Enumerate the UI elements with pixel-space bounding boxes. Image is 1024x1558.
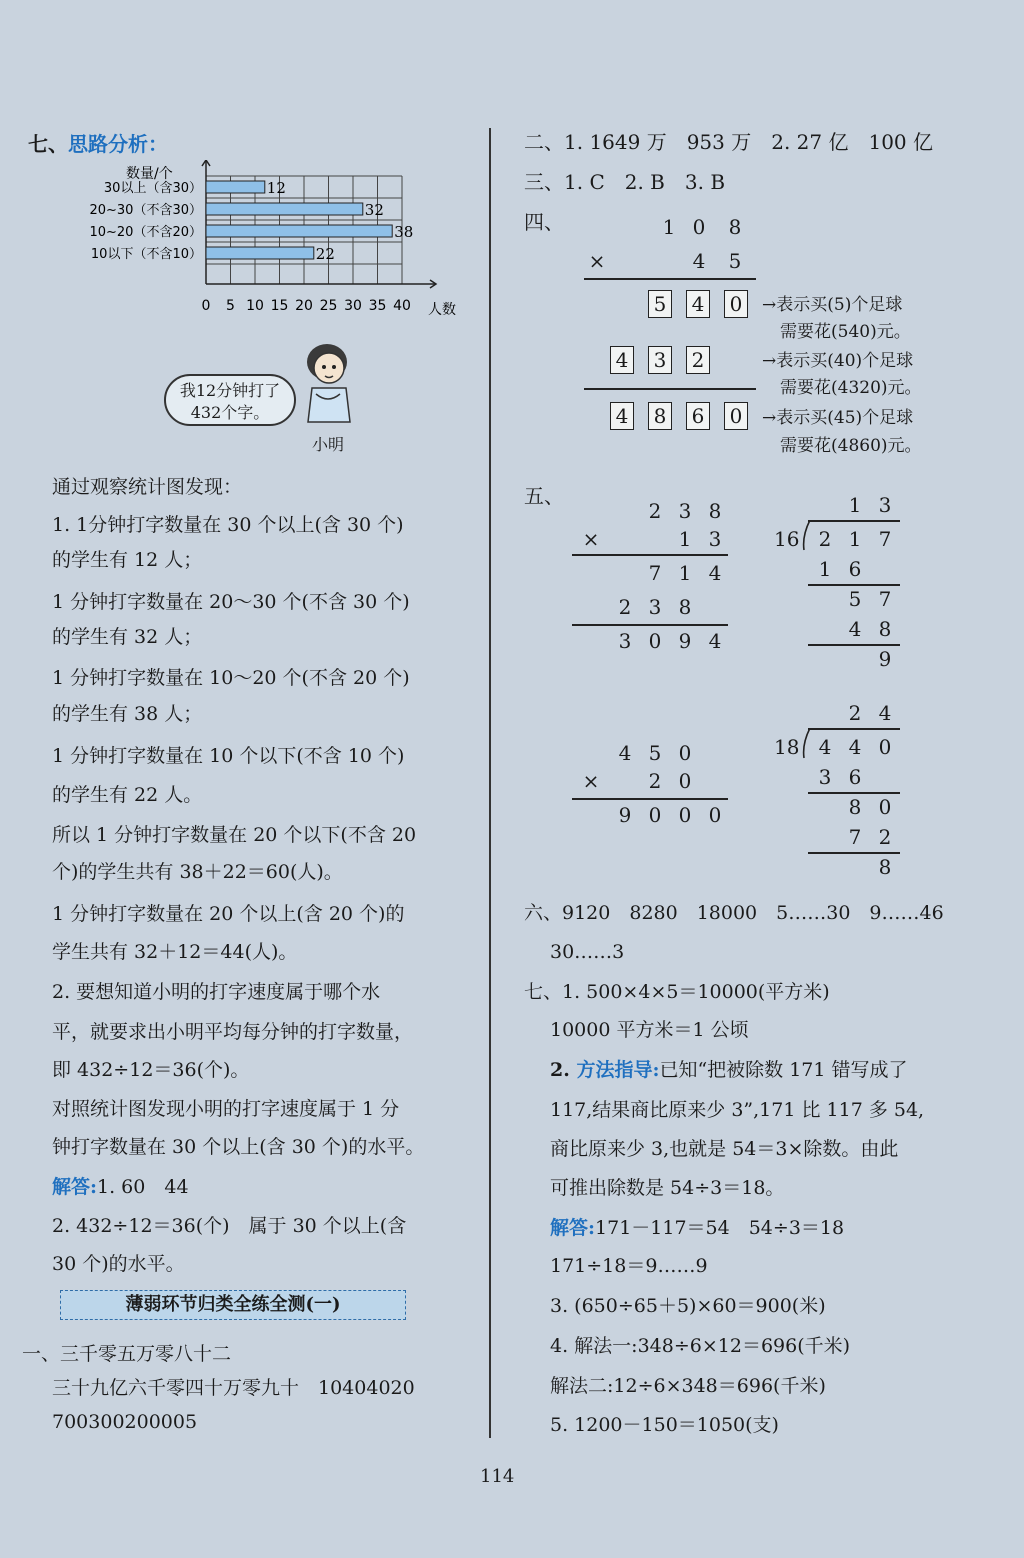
- section-7-4b: 解法二:12÷6×348＝696(千米): [550, 1375, 826, 1397]
- para-5a: 所以 1 分钟打字数量在 20 个以下(不含 20: [52, 824, 417, 846]
- para-5b: 个)的学生共有 38＋22＝60(人)。: [52, 861, 343, 883]
- para-4b: 的学生有 22 人。: [52, 784, 203, 806]
- digit: 3: [648, 595, 662, 619]
- digit: 8: [678, 595, 692, 619]
- section-7-1b: 10000 平方米＝1 公顷: [550, 1019, 749, 1041]
- rule-line: [808, 728, 900, 730]
- digit: 9: [618, 803, 632, 827]
- x-tick-label: 40: [393, 298, 411, 314]
- digit: 2: [818, 527, 832, 551]
- section-1-c: 700300200005: [52, 1411, 198, 1433]
- y-axis-label: 数量/个: [126, 166, 173, 182]
- digit: 3: [678, 499, 692, 523]
- section-7-3: 3. (650÷65＋5)×60＝900(米): [550, 1295, 826, 1317]
- digit: 8: [848, 795, 862, 819]
- digit-box: 4: [686, 290, 710, 318]
- para-1a: 1. 1分钟打字数量在 30 个以上(含 30 个): [52, 514, 404, 536]
- digit: 3: [818, 765, 832, 789]
- x-tick-label: 20: [295, 298, 313, 314]
- digit: 0: [692, 215, 706, 239]
- section-banner: 薄弱环节归类全练全测(一): [60, 1290, 406, 1320]
- x-tick-label: 5: [226, 298, 235, 314]
- digit: 2: [848, 701, 862, 725]
- answer-line-1: 解答:1. 60 44: [52, 1176, 189, 1198]
- para-6a: 1 分钟打字数量在 20 个以上(含 20 个)的: [52, 903, 405, 925]
- digit: 4: [878, 701, 892, 725]
- xiaoming-illustration: [292, 338, 362, 432]
- digit: 5: [728, 249, 742, 273]
- digit: 0: [878, 735, 892, 759]
- digit: 1: [848, 493, 862, 517]
- para-6b: 学生共有 32＋12＝44(人)。: [52, 941, 298, 963]
- digit-box: 0: [724, 402, 748, 430]
- column-divider: [489, 128, 491, 1438]
- digit: 7: [878, 587, 892, 611]
- digit: 1: [818, 557, 832, 581]
- section-5: 五、: [524, 484, 564, 508]
- page-number: 114: [480, 1466, 515, 1487]
- divisor: 16: [774, 527, 800, 551]
- digit: 0: [878, 795, 892, 819]
- bar-value-label: 32: [364, 201, 384, 219]
- digit: 3: [878, 493, 892, 517]
- section-7-answer-b: 171÷18＝9……9: [550, 1255, 708, 1277]
- bar: [206, 203, 363, 215]
- section-3: 三、1. C 2. B 3. B: [524, 170, 726, 194]
- x-tick-label: 10: [246, 298, 264, 314]
- section-7-answer-a: 解答:171－117＝54 54÷3＝18: [550, 1217, 845, 1239]
- digit-box: 5: [648, 290, 672, 318]
- section-6-a: 六、9120 8280 18000 5……30 9……46: [524, 902, 944, 924]
- bar: [206, 181, 265, 193]
- bar-value-label: 12: [266, 179, 286, 197]
- digit: 2: [618, 595, 632, 619]
- digit: 4: [708, 629, 722, 653]
- digit: 1: [678, 527, 692, 551]
- section-7-5: 5. 1200－150＝1050(支): [550, 1414, 779, 1436]
- digit: 5: [648, 741, 662, 765]
- section-7-4a: 4. 解法一:348÷6×12＝696(千米): [550, 1335, 851, 1357]
- digit: 1: [662, 215, 676, 239]
- x-tick-label: 15: [270, 298, 289, 314]
- para-8b: 钟打字数量在 30 个以上(含 30 个)的水平。: [52, 1136, 425, 1158]
- digit: 2: [648, 769, 662, 793]
- digit: 2: [648, 499, 662, 523]
- x-tick-label: 30: [344, 298, 362, 314]
- digit: 9: [678, 629, 692, 653]
- rule-line: [584, 278, 756, 280]
- digit: 0: [708, 803, 722, 827]
- divisor: 18: [774, 735, 800, 759]
- rule-line: [808, 520, 900, 522]
- times-sign: ×: [588, 249, 606, 273]
- note-3b: 需要花(4860)元。: [780, 436, 922, 456]
- digit: 0: [678, 741, 692, 765]
- para-1b: 的学生有 12 人；: [52, 549, 203, 571]
- x-tick-label: 0: [201, 298, 211, 314]
- digit: 7: [878, 527, 892, 551]
- bar: [206, 247, 314, 259]
- bar-value-label: 22: [315, 245, 335, 263]
- para-7b: 平，就要求出小明平均每分钟的打字数量，: [52, 1021, 414, 1043]
- digit: 4: [848, 735, 862, 759]
- para-3b: 的学生有 38 人；: [52, 703, 203, 725]
- digit-box: 6: [686, 402, 710, 430]
- digit: 1: [678, 561, 692, 585]
- times-sign: ×: [582, 527, 600, 551]
- note-1b: 需要花(540)元。: [780, 322, 911, 342]
- para-2a: 1 分钟打字数量在 20～30 个(不含 30 个): [52, 591, 410, 613]
- digit: 3: [618, 629, 632, 653]
- bar: [206, 225, 392, 237]
- digit-box: 0: [724, 290, 748, 318]
- digit: 1: [848, 527, 862, 551]
- category-label: 10~20（不含20）: [89, 225, 202, 240]
- digit-box: 2: [686, 346, 710, 374]
- answer-line-2a: 2. 432÷12＝36(个) 属于 30 个以上(含: [52, 1215, 407, 1237]
- digit-box: 3: [648, 346, 672, 374]
- digit: 6: [848, 557, 862, 581]
- section-7-2b: 117,结果商比原来少 3”,171 比 117 多 54,: [550, 1099, 925, 1121]
- section-1-b: 三十九亿六千零四十万零九十 10404020: [52, 1377, 415, 1399]
- answer-line-2b: 30 个)的水平。: [52, 1253, 185, 1275]
- digit: 4: [708, 561, 722, 585]
- rule-line: [572, 554, 728, 556]
- section-6-b: 30……3: [550, 941, 625, 963]
- x-tick-label: 35: [368, 298, 387, 314]
- digit: 4: [618, 741, 632, 765]
- digit: 5: [848, 587, 862, 611]
- note-1a: →表示买(5)个足球: [762, 295, 903, 315]
- times-sign: ×: [582, 769, 600, 793]
- section-7-2a: 2. 方法指导:已知“把被除数 171 错写成了: [550, 1059, 908, 1081]
- digit: 0: [678, 769, 692, 793]
- section-7-2c: 商比原来少 3,也就是 54＝3×除数。由此: [550, 1138, 899, 1160]
- digit: 6: [848, 765, 862, 789]
- note-3a: →表示买(45)个足球: [762, 408, 914, 428]
- para-8a: 对照统计图发现小明的打字速度属于 1 分: [52, 1098, 400, 1120]
- rule-line: [572, 798, 728, 800]
- para-7c: 即 432÷12＝36(个)。: [52, 1059, 250, 1081]
- digit: 0: [648, 803, 662, 827]
- note-2b: 需要花(4320)元。: [780, 378, 922, 398]
- category-label: 20~30（不含30）: [89, 203, 202, 218]
- section-7-heading: 七、思路分析：: [28, 132, 168, 156]
- section-1-a: 一、三千零五万零八十二: [22, 1343, 232, 1365]
- section-4: 四、: [524, 210, 564, 234]
- rule-line: [584, 388, 756, 390]
- digit: 0: [648, 629, 662, 653]
- bar-value-label: 38: [394, 223, 414, 241]
- digit: 8: [708, 499, 722, 523]
- note-2a: →表示买(40)个足球: [762, 351, 914, 371]
- digit: 0: [678, 803, 692, 827]
- section-7-1: 七、1. 500×4×5＝10000(平方米): [524, 981, 830, 1003]
- section-7-2d: 可推出除数是 54÷3＝18。: [550, 1177, 785, 1199]
- digit: 8: [728, 215, 742, 239]
- digit: 7: [848, 825, 862, 849]
- category-label: 30以上（含30）: [103, 181, 202, 196]
- digit-box: 8: [648, 402, 672, 430]
- category-label: 10以下（不含10）: [90, 247, 202, 262]
- para-7a: 2. 要想知道小明的打字速度属于哪个水: [52, 981, 381, 1003]
- typing-speed-bar-chart: [40, 160, 480, 320]
- digit-box: 4: [610, 402, 634, 430]
- name-label: 小明: [312, 435, 345, 454]
- section-2: 二、1. 1649 万 953 万 2. 27 亿 100 亿: [524, 130, 934, 154]
- digit-box: 4: [610, 346, 634, 374]
- para-2b: 的学生有 32 人；: [52, 626, 203, 648]
- digit: 2: [878, 825, 892, 849]
- para-4a: 1 分钟打字数量在 10 个以下(不含 10 个): [52, 745, 405, 767]
- rule-line: [572, 624, 728, 626]
- para-3a: 1 分钟打字数量在 10～20 个(不含 20 个): [52, 667, 410, 689]
- digit: 3: [708, 527, 722, 551]
- digit: 4: [692, 249, 706, 273]
- digit: 9: [878, 647, 892, 671]
- x-tick-label: 25: [319, 298, 338, 314]
- observe-intro: 通过观察统计图发现：: [52, 476, 243, 498]
- speech-bubble: 我12分钟打了432个字。: [164, 374, 296, 426]
- digit: 8: [878, 855, 892, 879]
- digit: 7: [648, 561, 662, 585]
- digit: 8: [878, 617, 892, 641]
- digit: 4: [818, 735, 832, 759]
- digit: 4: [848, 617, 862, 641]
- x-axis-label: 人数: [428, 302, 456, 318]
